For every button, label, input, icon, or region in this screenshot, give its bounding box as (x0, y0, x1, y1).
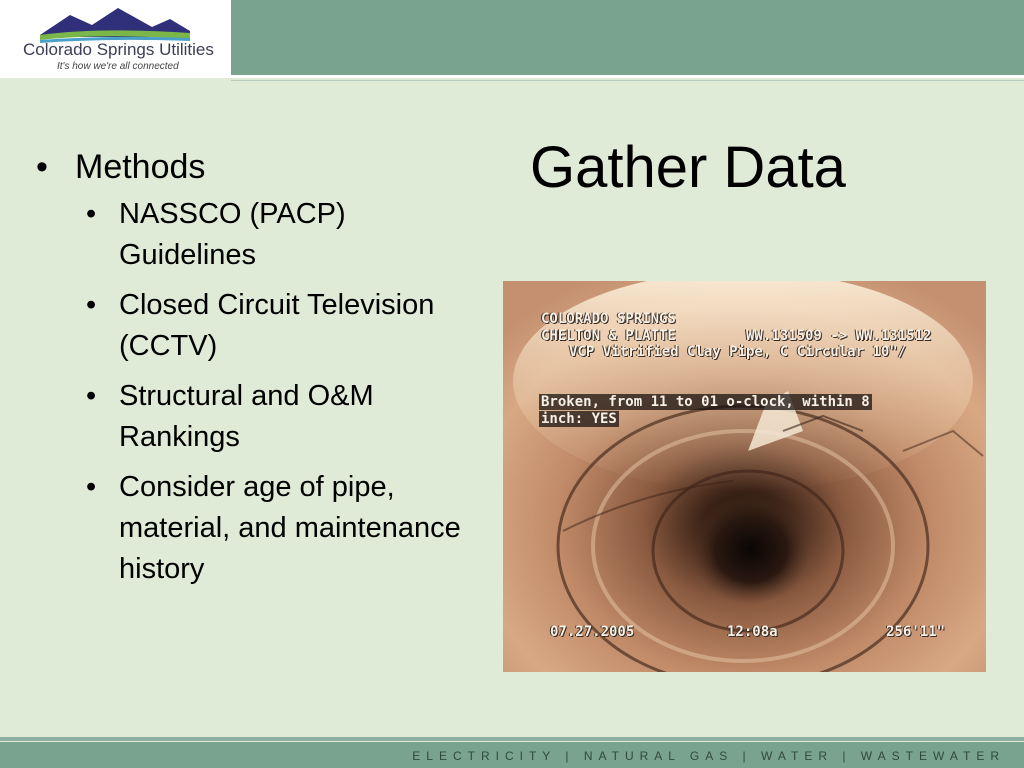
sub-bullet-list (36, 194, 466, 590)
cctv-observation-line2: inch: YES (541, 411, 617, 427)
cctv-location-line: COLORADO SPRINGS (541, 311, 676, 327)
logo-tagline: It's how we're all connected (57, 61, 179, 72)
cctv-observation-line1: Broken, from 11 to 01 o-clock, within 8 (541, 394, 870, 410)
header-divider-thin (231, 80, 1024, 81)
sub-bullet-item (36, 467, 466, 590)
sub-bullet-text: NASSCO (PACP) Guidelines (119, 198, 346, 271)
cctv-manhole-line: WW.131509 -> WW.131512 (746, 328, 932, 344)
bullet-dot-icon: • (36, 148, 48, 186)
sub-bullet-text: Consider age of pipe, material, and maintenance history (119, 471, 461, 585)
logo-name: Colorado Springs Utilities (23, 40, 214, 59)
bullet-dot-icon: • (86, 198, 97, 230)
sub-bullet-item (36, 285, 466, 367)
bullet-dot-icon: • (86, 380, 97, 412)
cctv-street-line: CHELTON & PLATTE (541, 328, 676, 344)
sub-bullet-text: Closed Circuit Television (CCTV) (119, 289, 435, 362)
cctv-date: 07.27.2005 (550, 624, 635, 640)
company-logo (0, 0, 231, 78)
sub-bullet-text: Structural and O&M Rankings (119, 380, 374, 453)
mountain-logo-icon (40, 5, 190, 43)
bullet-list (36, 146, 466, 599)
slide-title: Gather Data (530, 135, 846, 200)
bullet-dot-icon: • (86, 471, 97, 503)
bullet-dot-icon: • (86, 289, 97, 321)
cctv-time: 12:08a (727, 624, 778, 640)
bullet-text: Methods (75, 148, 206, 186)
header-divider (231, 75, 1024, 78)
bullet-methods (36, 146, 466, 188)
footer-services: ELECTRICITY | NATURAL GAS | WATER | WASTEWATER (412, 749, 1005, 763)
cctv-pipe-image (503, 281, 986, 672)
sub-bullet-item (36, 376, 466, 458)
cctv-pipe-material-line: VCP Vitrified Clay Pipe, C Circular 10"/ (569, 344, 907, 360)
cctv-distance: 256'11" (886, 624, 946, 640)
footer-divider (0, 737, 1024, 741)
sub-bullet-item (36, 194, 466, 276)
